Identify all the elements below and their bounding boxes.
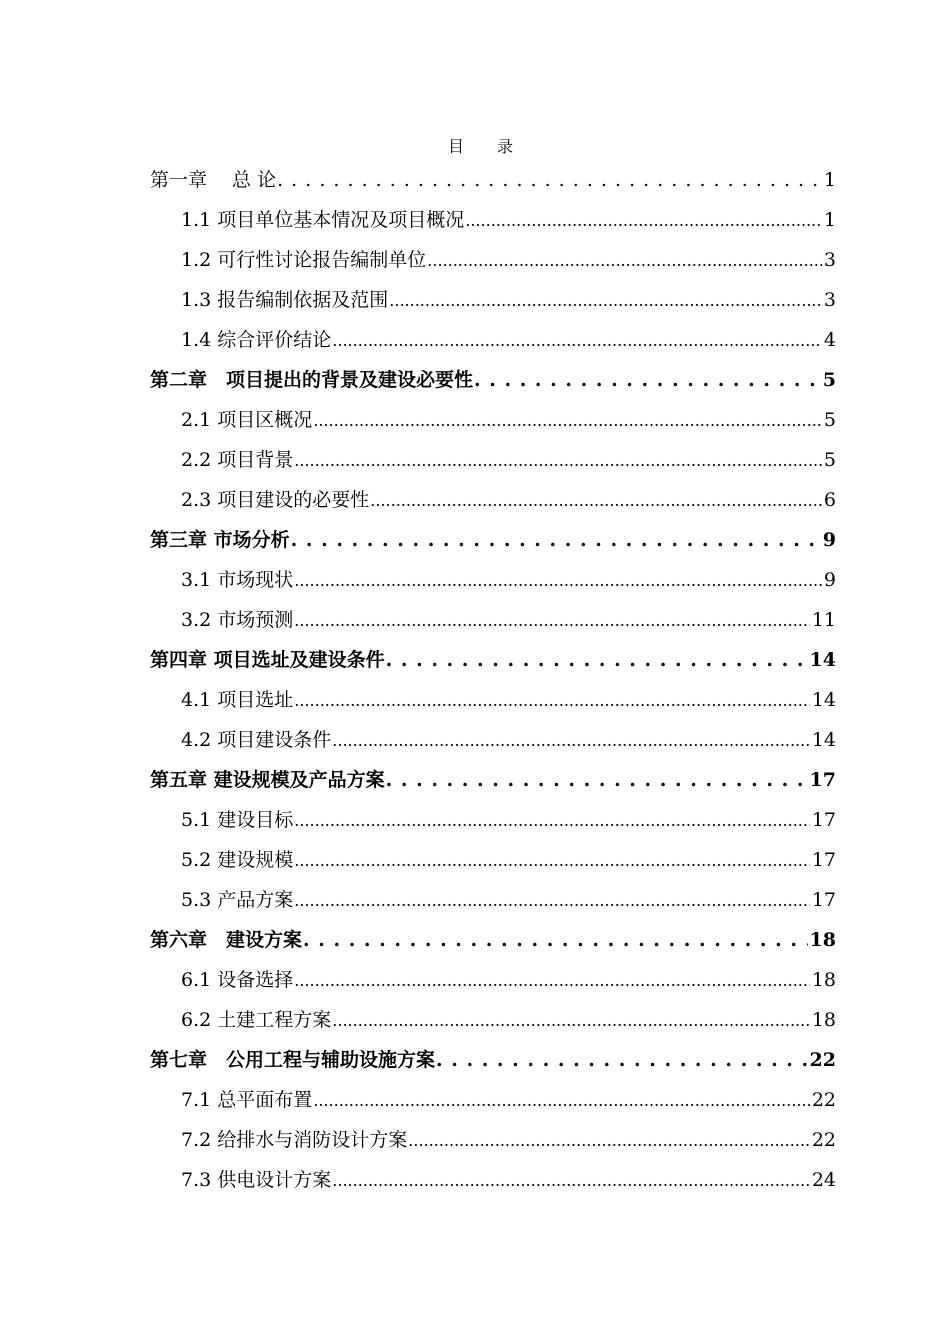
toc-section-entry[interactable] [150, 440, 836, 480]
toc-page-number: 18 [811, 1009, 836, 1031]
toc-section-entry[interactable] [150, 1120, 836, 1160]
toc-section-entry[interactable] [150, 1000, 836, 1040]
toc-page-number: 9 [823, 569, 836, 591]
toc-page-number: 17 [811, 889, 836, 911]
toc-entry-title: 1.4 综合评价结论 [181, 329, 332, 351]
toc-page-number: 22 [811, 1089, 836, 1111]
toc-title: 目 录 [447, 137, 528, 156]
toc-entry-title: 第一章 总 论 [150, 169, 277, 191]
toc-dot-leader [277, 160, 822, 200]
toc-dot-leader [436, 1040, 808, 1080]
toc-list [150, 160, 836, 1200]
toc-page-number: 17 [811, 809, 836, 831]
toc-page-number: 5 [823, 449, 836, 471]
toc-entry-title: 6.1 设备选择 [181, 969, 294, 991]
toc-page-number: 3 [823, 249, 836, 271]
toc-entry-title: 2.3 项目建设的必要性 [181, 489, 370, 511]
toc-dot-leader [294, 840, 810, 880]
toc-entry-title: 第五章 建设规模及产品方案 [150, 769, 385, 791]
toc-page-number: 14 [811, 729, 836, 751]
toc-chapter-entry[interactable] [150, 160, 836, 200]
toc-entry-title: 第七章 公用工程与辅助设施方案 [150, 1049, 436, 1071]
toc-dot-leader [294, 800, 810, 840]
toc-page-number: 17 [811, 849, 836, 871]
toc-entry-title: 6.2 土建工程方案 [181, 1009, 332, 1031]
toc-entry-title: 1.3 报告编制依据及范围 [181, 289, 389, 311]
toc-page-number: 22 [811, 1129, 836, 1151]
toc-section-entry[interactable] [150, 280, 836, 320]
toc-entry-title: 第四章 项目选址及建设条件 [150, 649, 385, 671]
toc-dot-leader [291, 520, 821, 560]
toc-entry-title: 第三章 市场分析 [150, 529, 290, 551]
toc-page-number: 14 [809, 649, 836, 671]
toc-dot-leader [386, 640, 808, 680]
toc-dot-leader [370, 480, 822, 520]
toc-dot-leader [294, 600, 810, 640]
toc-dot-leader [294, 560, 822, 600]
toc-entry-title: 2.2 项目背景 [181, 449, 294, 471]
toc-section-entry[interactable] [150, 800, 836, 840]
toc-dot-leader [313, 400, 822, 440]
toc-chapter-entry[interactable] [150, 640, 836, 680]
toc-page-number: 5 [822, 369, 836, 391]
toc-entry-title: 5.1 建设目标 [181, 809, 294, 831]
toc-dot-leader [313, 1080, 810, 1120]
toc-page-number: 9 [822, 529, 836, 551]
toc-dot-leader [332, 320, 822, 360]
toc-page-number: 4 [823, 329, 836, 351]
toc-section-entry[interactable] [150, 480, 836, 520]
toc-entry-title: 1.1 项目单位基本情况及项目概况 [181, 209, 465, 231]
toc-entry-title: 第二章 项目提出的背景及建设必要性 [150, 369, 474, 391]
toc-page-number: 14 [811, 689, 836, 711]
toc-section-entry[interactable] [150, 560, 836, 600]
toc-dot-leader [294, 680, 810, 720]
toc-entry-title: 3.2 市场预测 [181, 609, 294, 631]
toc-dot-leader [294, 440, 822, 480]
toc-dot-leader [303, 920, 808, 960]
toc-section-entry[interactable] [150, 680, 836, 720]
toc-chapter-entry[interactable] [150, 1040, 836, 1080]
toc-section-entry[interactable] [150, 400, 836, 440]
toc-dot-leader [408, 1120, 810, 1160]
toc-page-number: 11 [811, 609, 836, 631]
toc-dot-leader [294, 880, 810, 920]
toc-page-number: 18 [811, 969, 836, 991]
toc-section-entry[interactable] [150, 880, 836, 920]
toc-entry-title: 7.2 给排水与消防设计方案 [181, 1129, 408, 1151]
toc-page-number: 18 [809, 929, 836, 951]
toc-entry-title: 1.2 可行性讨论报告编制单位 [181, 249, 427, 271]
toc-section-entry[interactable] [150, 1080, 836, 1120]
toc-dot-leader [427, 240, 822, 280]
toc-section-entry[interactable] [150, 240, 836, 280]
toc-page-number: 6 [823, 489, 836, 511]
toc-page-number: 1 [823, 169, 836, 191]
toc-page-number: 24 [811, 1169, 836, 1191]
toc-chapter-entry[interactable] [150, 520, 836, 560]
toc-entry-title: 2.1 项目区概况 [181, 409, 313, 431]
toc-chapter-entry[interactable] [150, 360, 836, 400]
toc-page-number: 1 [823, 209, 836, 231]
toc-section-entry[interactable] [150, 840, 836, 880]
toc-section-entry[interactable] [150, 1160, 836, 1200]
toc-entry-title: 7.3 供电设计方案 [181, 1169, 332, 1191]
toc-dot-leader [386, 760, 808, 800]
toc-dot-leader [332, 1160, 810, 1200]
toc-page-number: 3 [823, 289, 836, 311]
toc-section-entry[interactable] [150, 320, 836, 360]
toc-page-number: 5 [823, 409, 836, 431]
toc-entry-title: 3.1 市场现状 [181, 569, 294, 591]
toc-section-entry[interactable] [150, 960, 836, 1000]
toc-page-number: 17 [809, 769, 836, 791]
toc-entry-title: 5.2 建设规模 [181, 849, 294, 871]
toc-entry-title: 4.1 项目选址 [181, 689, 294, 711]
toc-dot-leader [332, 720, 810, 760]
toc-chapter-entry[interactable] [150, 760, 836, 800]
toc-dot-leader [332, 1000, 810, 1040]
toc-section-entry[interactable] [150, 600, 836, 640]
toc-entry-title: 7.1 总平面布置 [181, 1089, 313, 1111]
toc-section-entry[interactable] [150, 200, 836, 240]
toc-dot-leader [294, 960, 810, 1000]
toc-chapter-entry[interactable] [150, 920, 836, 960]
toc-entry-title: 第六章 建设方案 [150, 929, 303, 951]
toc-dot-leader [465, 200, 822, 240]
toc-dot-leader [474, 360, 821, 400]
toc-entry-title: 4.2 项目建设条件 [181, 729, 332, 751]
toc-section-entry[interactable] [150, 720, 836, 760]
toc-dot-leader [389, 280, 822, 320]
toc-page-number: 22 [809, 1049, 836, 1071]
toc-entry-title: 5.3 产品方案 [181, 889, 294, 911]
